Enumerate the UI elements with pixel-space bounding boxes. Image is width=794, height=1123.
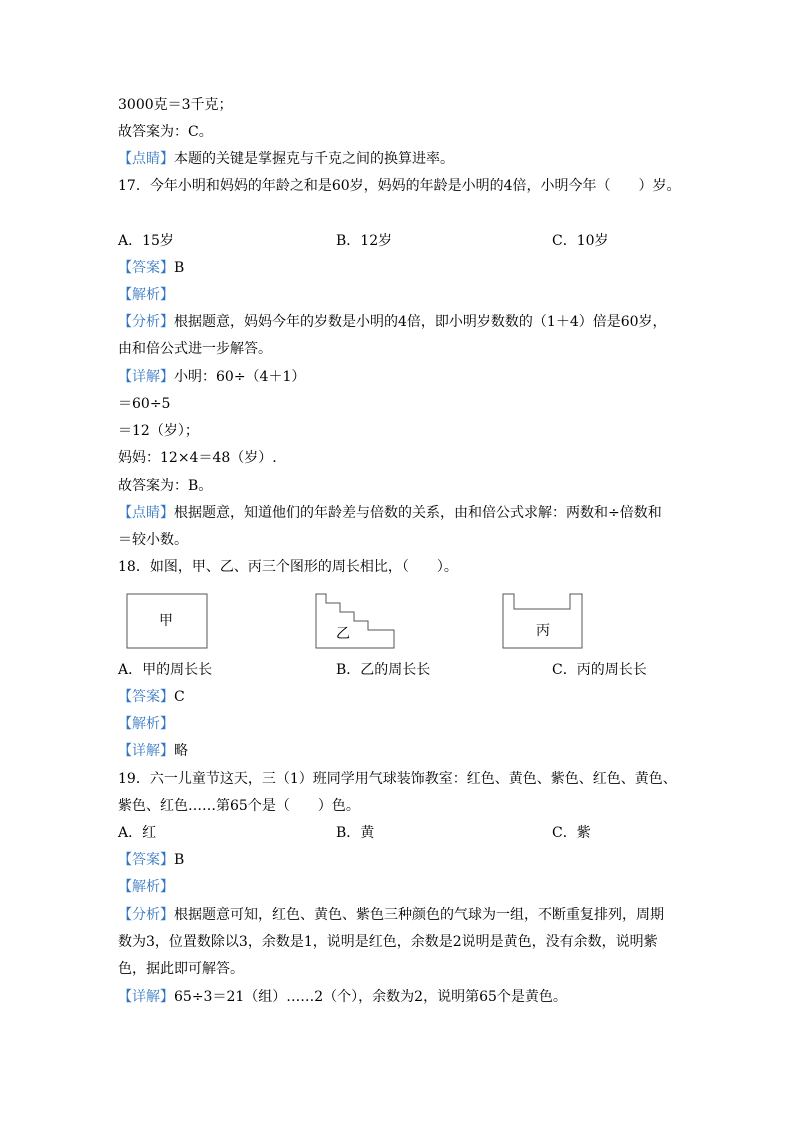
q16-line: 3000克＝3千克； bbox=[118, 97, 233, 113]
q19-option-c: C．紫 bbox=[552, 825, 591, 841]
detail-tag: 【详解】 bbox=[118, 989, 174, 1005]
detail-text: 略 bbox=[174, 743, 188, 759]
q19-analysis-tag bbox=[118, 878, 174, 896]
q18-option-c: C．丙的周长长 bbox=[552, 662, 647, 678]
q18-stem: 18．如图，甲、乙、丙三个图形的周长相比，（ ）。 bbox=[118, 559, 458, 575]
q17-comment-cont: ＝较小数。 bbox=[118, 532, 188, 548]
q19-option-b: B．黄 bbox=[336, 825, 375, 841]
figure-yi-shape bbox=[316, 594, 394, 648]
answer-tag: 【答案】 bbox=[118, 852, 174, 868]
q18-detail bbox=[118, 742, 188, 760]
q18-answer bbox=[118, 688, 185, 706]
fenxi-text: 根据题意，妈妈今年的岁数是小明的4倍，即小明岁数数的（1＋4）倍是60岁， bbox=[174, 314, 667, 330]
q17-fenxi bbox=[118, 313, 667, 331]
fenxi-text: 根据题意可知，红色、黄色、紫色三种颜色的气球为一组，不断重复排列，周期 bbox=[174, 907, 664, 923]
q16-comment bbox=[118, 150, 454, 168]
q17-comment bbox=[118, 504, 662, 522]
q19-fenxi bbox=[118, 906, 664, 924]
answer-value: B bbox=[174, 260, 185, 276]
q16-answer-line: 故答案为：C。 bbox=[118, 124, 213, 140]
comment-tag: 【点睛】 bbox=[118, 505, 174, 521]
comment-tag: 【点睛】 bbox=[118, 151, 174, 167]
answer-value: C bbox=[174, 689, 185, 705]
detail-text: 65÷3＝21（组）……2（个），余数为2，说明第65个是黄色。 bbox=[174, 989, 567, 1005]
q19-answer bbox=[118, 851, 184, 869]
q17-option-c: C．10岁 bbox=[552, 233, 609, 249]
q18-analysis-tag bbox=[118, 715, 174, 733]
q17-option-b: B．12岁 bbox=[336, 233, 393, 249]
q17-conclusion: 故答案为：B。 bbox=[118, 478, 213, 494]
q19-fenxi-cont-2: 色，据此即可解答。 bbox=[118, 961, 244, 977]
answer-value: B bbox=[174, 852, 185, 868]
q19-stem-cont: 紫色、红色……第65个是（ ）色。 bbox=[118, 798, 360, 814]
q19-stem: 19．六一儿童节这天，三（1）班同学用气球装饰教室：红色、黄色、紫色、红色、黄色、 bbox=[118, 771, 677, 787]
fenxi-tag: 【分析】 bbox=[118, 314, 174, 330]
detail-text: 小明：60÷（4＋1） bbox=[174, 369, 306, 385]
q17-detail-3: ＝12（岁）； bbox=[118, 423, 199, 439]
figure-yi-label: 乙 bbox=[336, 626, 350, 642]
comment-text: 本题的关键是掌握克与千克之间的换算进率。 bbox=[174, 151, 454, 167]
figure-jia bbox=[126, 593, 210, 651]
analysis-tag: 【解析】 bbox=[118, 716, 174, 732]
analysis-tag: 【解析】 bbox=[118, 879, 174, 895]
figure-yi bbox=[314, 593, 398, 651]
analysis-tag: 【解析】 bbox=[118, 287, 174, 303]
answer-tag: 【答案】 bbox=[118, 260, 174, 276]
q17-stem: 17．今年小明和妈妈的年龄之和是60岁，妈妈的年龄是小明的4倍，小明今年（ ）岁。 bbox=[118, 178, 681, 194]
answer-tag: 【答案】 bbox=[118, 689, 174, 705]
q18-option-a: A．甲的周长长 bbox=[118, 662, 213, 678]
q18-option-b: B．乙的周长长 bbox=[336, 662, 431, 678]
q19-option-a: A．红 bbox=[118, 825, 157, 841]
q17-answer bbox=[118, 259, 184, 277]
q17-detail-4: 妈妈：12×4＝48（岁）. bbox=[118, 450, 277, 466]
detail-tag: 【详解】 bbox=[118, 743, 174, 759]
q17-fenxi-cont: 由和倍公式进一步解答。 bbox=[118, 341, 272, 357]
q17-detail-2: ＝60÷5 bbox=[118, 396, 171, 412]
detail-tag: 【详解】 bbox=[118, 369, 174, 385]
figure-jia-label: 甲 bbox=[159, 613, 173, 629]
figure-bing-shape bbox=[503, 594, 582, 648]
fenxi-tag: 【分析】 bbox=[118, 907, 174, 923]
q19-detail bbox=[118, 988, 567, 1006]
q17-analysis-tag bbox=[118, 286, 174, 304]
q19-fenxi-cont: 数为3，位置数除以3，余数是1，说明是红色，余数是2说明是黄色，没有余数，说明紫 bbox=[118, 934, 658, 950]
q17-option-a: A．15岁 bbox=[118, 233, 174, 249]
comment-text: 根据题意，知道他们的年龄差与倍数的关系，由和倍公式求解：两数和÷倍数和 bbox=[174, 505, 662, 521]
q17-detail bbox=[118, 368, 305, 386]
figure-bing-label: 丙 bbox=[536, 623, 550, 639]
figure-bing bbox=[502, 593, 586, 651]
